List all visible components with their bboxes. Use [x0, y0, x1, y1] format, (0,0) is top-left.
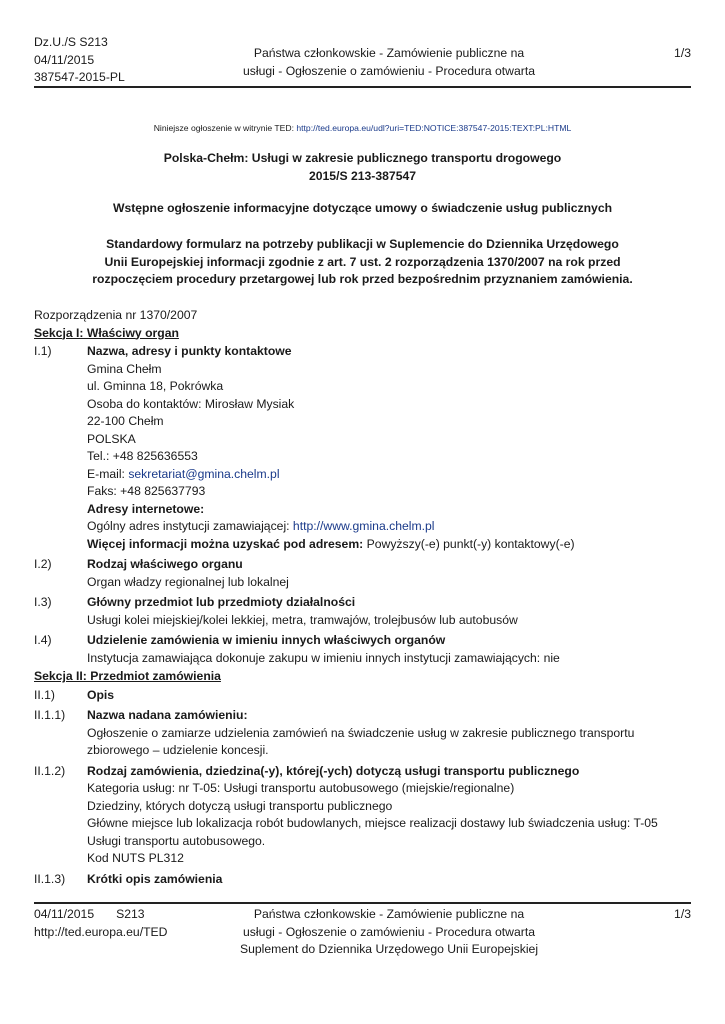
more-info-value: Powyższy(-e) punkt(-y) kontaktowy(-e) [363, 536, 575, 551]
item-number: I.1) [34, 344, 52, 358]
item-ii-1-3 [34, 871, 694, 889]
section-2-heading: Sekcja II: Przedmiot zamówienia [34, 669, 221, 683]
item-text: Kod NUTS PL312 [87, 851, 184, 865]
item-i-3 [34, 594, 694, 629]
general-address-line [87, 518, 694, 536]
authority-street: ul. Gminna 18, Pokrówka [87, 379, 224, 393]
item-number: I.2) [34, 557, 52, 571]
item-number: II.1) [34, 687, 55, 702]
footer-meta [34, 906, 167, 941]
form-description-line: Unii Europejskiej informacji zgodnie z art. 7 ust. 2 rozporządzenia 1370/2007 na rok przed [104, 254, 621, 269]
item-text: Dziedziny, których dotyczą usługi transportu publicznego [87, 798, 393, 813]
footer-title-line: usługi - Ogłoszenie o zamówieniu - Procedura otwarta [243, 924, 535, 939]
header-title [234, 45, 544, 80]
item-ii-1-2 [34, 763, 694, 868]
ted-notice-link[interactable]: http://ted.europa.eu/udl?uri=TED:NOTICE:387547-2015:TEXT:PL:HTML [296, 123, 572, 133]
section-1-heading: Sekcja I: Właściwy organ [34, 325, 179, 340]
authority-email-line [87, 466, 694, 484]
authority-country: POLSKA [87, 431, 136, 446]
header-title-line: usługi - Ogłoszenie o zamówieniu - Procedura otwarta [243, 63, 535, 78]
item-number: I.3) [34, 595, 52, 609]
footer-title-line: Suplement do Dziennika Urzędowego Unii Europejskiej [239, 942, 539, 956]
notice-title-line: Polska-Chełm: Usługi w zakresie publicznego transportu drogowego [163, 151, 562, 165]
page-header [34, 34, 691, 88]
item-text: Usługi kolei miejskiej/kolei lekkiej, metra, tramwajów, trolejbusów lub autobusów [87, 612, 518, 627]
authority-name: Gmina Chełm [87, 361, 162, 376]
page-footer [34, 902, 691, 964]
header-notice-number: 387547-2015-PL [34, 70, 125, 84]
item-number: II.1.2) [34, 763, 66, 778]
item-title: Nazwa, adresy i punkty kontaktowe [87, 344, 292, 358]
item-text: Organ władzy regionalnej lub lokalnej [87, 574, 289, 589]
item-text: Ogłoszenie o zamiarze udzielenia zamówień na świadczenie usług w zakresie publicznego transportu [87, 725, 635, 740]
footer-date: 04/11/2015 [34, 907, 95, 921]
email-label: E-mail: [87, 466, 129, 481]
item-i-4 [34, 632, 694, 667]
item-title: Udzielenie zamówienia w imieniu innych właściwych organów [87, 633, 446, 647]
footer-series: S213 [116, 907, 145, 921]
item-i-2 [34, 556, 694, 591]
item-text: Kategoria usług: nr T-05: Usługi transportu autobusowego (miejskie/regionalne) [87, 781, 515, 795]
item-title: Nazwa nadana zamówieniu: [87, 708, 248, 722]
form-description [0, 236, 725, 289]
website-link[interactable]: http://www.gmina.chelm.pl [292, 519, 435, 533]
authority-postal: 22-100 Chełm [87, 414, 164, 428]
footer-title [204, 906, 574, 959]
header-meta [34, 34, 125, 87]
regulation-line: Rozporządzenia nr 1370/2007 [34, 308, 198, 322]
authority-fax: Faks: +48 825637793 [87, 484, 206, 498]
header-date: 04/11/2015 [34, 52, 95, 67]
item-text: Instytucja zamawiająca dokonuje zakupu w imieniu innych instytucji zamawiających: nie [87, 650, 560, 665]
more-info-line [87, 536, 694, 554]
form-description-line: Standardowy formularz na potrzeby publikacji w Suplemencie do Dziennika Urzędowego [106, 237, 619, 251]
item-text: Usługi transportu autobusowego. [87, 833, 266, 848]
ted-notice-prefix: Niniejsze ogłoszenie w witrynie TED: [153, 123, 297, 133]
notice-reference: 2015/S 213-387547 [308, 168, 417, 183]
contact-person: Osoba do kontaktów: Mirosław Mysiak [87, 396, 295, 411]
item-number: I.4) [34, 633, 52, 647]
internet-addresses-label: Adresy internetowe: [87, 501, 205, 516]
item-number: II.1.1) [34, 708, 66, 722]
item-number: II.1.3) [34, 871, 66, 886]
email-link[interactable]: sekretariat@gmina.chelm.pl [128, 466, 280, 481]
header-title-line: Państwa członkowskie - Zamówienie publiczne na [253, 46, 525, 60]
item-text: Główne miejsce lub lokalizacja robót budowlanych, miejsce realizacji dostawy lub świadczenia usług: T-05 [87, 816, 658, 830]
general-address-label: Ogólny adres instytucji zamawiającej: [87, 519, 293, 533]
item-i-1 [34, 343, 694, 553]
item-title: Krótki opis zamówienia [87, 871, 223, 886]
item-title: Rodzaj zamówienia, dziedzina(-y), której(-ych) dotyczą usługi transportu publicznego [87, 763, 580, 778]
ted-notice-line [0, 123, 725, 133]
more-info-label: Więcej informacji można uzyskać pod adresem: [87, 536, 364, 551]
notice-subtitle: Wstępne ogłoszenie informacyjne dotyczące umowy o świadczenie usług publicznych [112, 201, 613, 215]
form-description-line: rozpoczęciem procedury przetargowej lub rok przed bezpośrednim przyznaniem zamówienia. [92, 272, 633, 286]
header-page-number: 1/3 [674, 46, 691, 60]
item-title: Opis [87, 687, 115, 702]
authority-phone: Tel.: +48 825636553 [87, 449, 198, 463]
footer-title-line: Państwa członkowskie - Zamówienie publiczne na [253, 907, 525, 921]
footer-page-number: 1/3 [674, 907, 691, 921]
item-ii-1-1 [34, 707, 694, 760]
item-text: zbiorowego – udzielenie koncesji. [87, 743, 269, 757]
item-ii-1 [34, 687, 694, 705]
item-title: Główny przedmiot lub przedmioty działalności [87, 595, 356, 609]
document-body [34, 307, 694, 888]
item-title: Rodzaj właściwego organu [87, 557, 243, 571]
header-journal-ref: Dz.U./S S213 [34, 35, 108, 49]
footer-url: http://ted.europa.eu/TED [34, 924, 168, 939]
notice-title [0, 150, 725, 185]
